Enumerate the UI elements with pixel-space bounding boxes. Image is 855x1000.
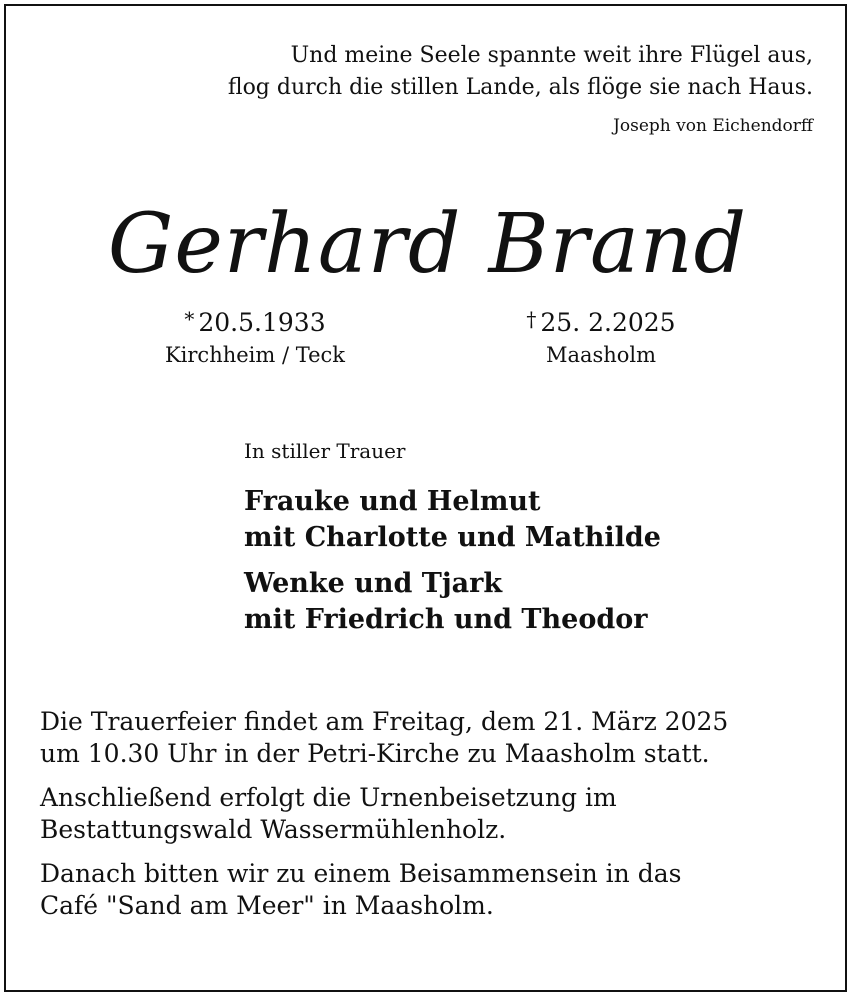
death-symbol: † (526, 307, 537, 331)
burial-line-1: Anschließend erfolgt die Urnenbeisetzung im (40, 783, 617, 812)
mourner-group-1-line-1: Frauke und Helmut (244, 486, 541, 517)
service-paragraph (40, 706, 728, 770)
gathering-paragraph (40, 858, 728, 922)
mourner-group-1-line-2: mit Charlotte und Mathilde (244, 522, 661, 553)
poem-line-1: Und meine Seele spannte weit ihre Flügel aus, (290, 43, 813, 68)
mourning-intro: In stiller Trauer (244, 439, 406, 463)
gathering-line-1: Danach bitten wir zu einem Beisammensein in das (40, 859, 682, 888)
deceased-name: Gerhard Brand (107, 197, 748, 292)
service-line-1: Die Trauerfeier findet am Freitag, dem 21. März 2025 (40, 707, 729, 736)
burial-line-2: Bestattungswald Wassermühlenholz. (40, 815, 507, 844)
birth-info (130, 302, 380, 370)
mourners-block (244, 436, 661, 648)
birth-date-line (130, 302, 380, 340)
service-info (40, 706, 728, 934)
mourner-group-2-line-1: Wenke und Tjark (244, 568, 503, 599)
mourner-group-1 (244, 484, 661, 556)
death-date-line (476, 302, 726, 340)
burial-paragraph (40, 782, 728, 846)
death-info (476, 302, 726, 370)
birth-place: Kirchheim / Teck (164, 343, 346, 367)
poem-author: Joseph von Eichendorff (613, 116, 813, 136)
death-place: Maasholm (545, 343, 657, 367)
birth-date: 20.5.1933 (198, 308, 326, 337)
service-line-2: um 10.30 Uhr in der Petri-Kirche zu Maasholm statt. (40, 739, 710, 768)
gathering-line-2: Café "Sand am Meer" in Maasholm. (40, 891, 494, 920)
mourner-group-2-line-2: mit Friedrich und Theodor (244, 604, 648, 635)
poem-block (228, 40, 813, 138)
birth-symbol: * (184, 307, 195, 331)
death-date: 25. 2.2025 (540, 308, 676, 337)
poem-line-2: flog durch die stillen Lande, als flöge sie nach Haus. (227, 75, 813, 100)
mourner-group-2 (244, 566, 661, 638)
